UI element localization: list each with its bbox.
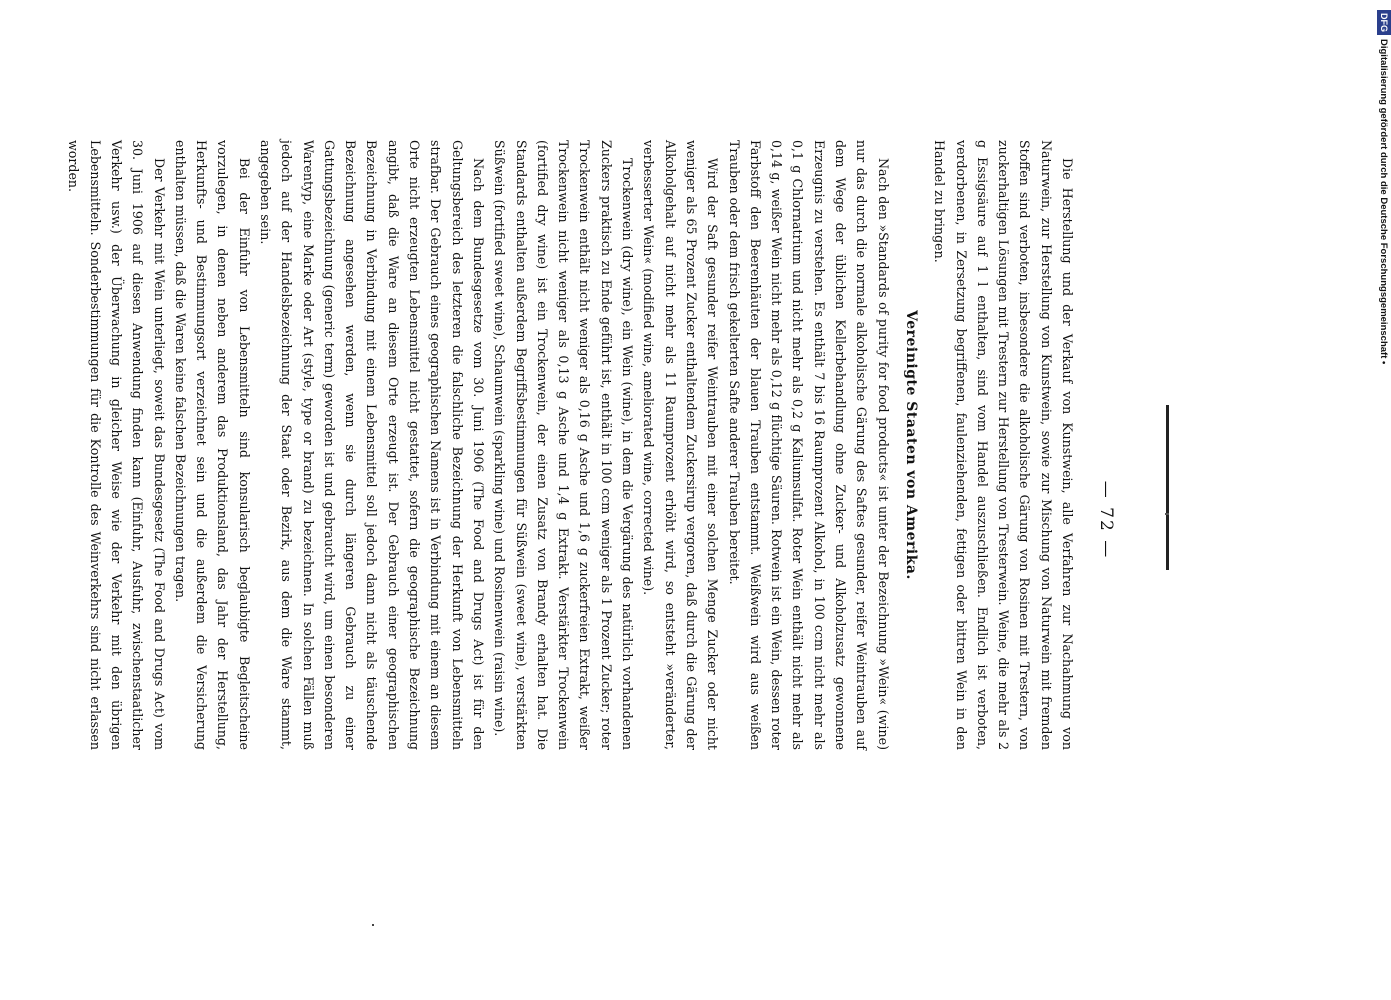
- sidebar-credit: [1363, 8, 1391, 998]
- gutter-rule: [1166, 405, 1169, 570]
- gutter-tick: [1165, 513, 1169, 515]
- paragraph: Nach den »Standards of purity for food products« ist unter der Bezeichnung »Wein« (wine) nur das durch die normale alkoholische Gärung des Saftes gesunder, reifer Weintrauben auf dem Wege der üblichen Kellerbehandlung ohne Zucker- und Alkoholzusatz gewonnene Erzeugnis zu verstehen. Es enthält 7 bis 16 Raumprozent Alkohol, in 100 ccm nicht mehr als 0,1 g Chlornatrium und nicht mehr als 0,2 g Kaliumsulfat. Roter Wein enthält nicht mehr als 0,14 g, weißer Wein nicht mehr als 0,12 g flüchtige Säuren. Rotwein ist ein Wein, dessen roter Farbstoff den Beerenhäuten der blauen Trauben entstammt. Weißwein wird aus weißen Trauben oder dem frisch gekelterten Safte anderer Trauben bereitet.: [726, 140, 891, 750]
- section-heading: Vereinigte Staaten von Amerika.: [902, 310, 919, 580]
- speck: [372, 924, 374, 926]
- paragraph-intro: Die Herstellung und der Verkauf von Kunstwein, alle Verfahren zur Nachahmung von Naturwein, zur Herstellung von Kunstwein, sowie zur Mischung von Naturwein mit fremden Stoffen sind verboten, insbesondere die alkoholische Gärung von Rosinen mit Trestern, von zuckerhaltigen Lösungen mit Trestern zur Herstellung von Tresterwein. Weine, die mehr als 2 g Essigsäure auf 1 l enthalten, sind vom Handel auszuschließen. Endlich ist verboten, verdorbenen, in Zersetzung begriffenen, faulenziehenden, fettigen oder bittren Wein in den Handel zu bringen.: [932, 140, 1075, 750]
- rotated-page: [66, 140, 1118, 900]
- dfg-logo: DFG: [1377, 10, 1391, 35]
- paragraph: Nach dem Bundesgesetze vom 30. Juni 1906 (The Food and Drugs Act) ist für den Geltungsbereich des letzteren die falschliche Bezeichnung der Herkunft von Lebensmitteln strafbar. Der Gebrauch eines geographischen Namens ist in Verbindung mit einem an diesem Orte nicht erzeugten Lebensmittel nicht gestattet, sofern die geographische Bezeichnung angibt, daß die Ware an diesem Orte erzeugt ist. Der Gebrauch einer geographischen Bezeichnung in Verbindung mit einem Lebensmittel soll jedoch dann nicht als täuschende Bezeichnung angesehen werden, wenn sie durch längeren Gebrauch zu einer Gattungsbezeichnung (generic term) geworden ist und gebraucht wird, um einen besonderen Warentyp, eine Marke oder Art (style, type or brand) zu bezeichnen. In solchen Fällen muß jedoch auf der Handelsbezeichnung der Staat oder Bezirk, aus dem die Ware stammt, angegeben sein.: [258, 140, 486, 750]
- page-body: [63, 140, 1078, 750]
- paragraph: Wird der Saft gesunder reifer Weintrauben mit einer solchen Menge Zucker oder nicht weniger als 65 Prozent Zucker enthaltendem Zuckersirup vergoren, daß durch die Gärung der Alkoholgehalt auf nicht mehr als 11 Raumprozent erhöht wird, so entsteht »veränderter, verbesserter Wein« (modified wine, ameliorated wine, corrected wine).: [641, 140, 721, 750]
- credit-text: Digitalisierung gefördert durch die Deutsche Forschungsgemeinschaft •: [1378, 39, 1389, 365]
- paragraph: Trockenwein (dry wine), ein Wein (wine), in dem die Vergärung des natürlich vorhandenen Zuckers praktisch zu Ende geführt ist, enthält in 100 ccm weniger als 1 Prozent Zucker; roter Trockenwein enthält nicht weniger als 0,16 g Asche und 1,6 g zuckerfreien Extrakt, weißer Trockenwein nicht weniger als 0,13 g Asche und 1,4 g Extrakt. Verstärkter Trockenwein (fortified dry wine) ist ein Trockenwein, der einen Zusatz von Brandy erhalten hat. Die Standards enthalten außerdem Begriffsbestimmungen für Süßwein (sweet wine), verstärkten Süßwein (fortified sweet wine), Schaumwein (sparkling wine) und Rosinenwein (raisin wine).: [492, 140, 636, 750]
- paragraph: Der Verkehr mit Wein unterliegt, soweit das Bundesgesetz (The Food and Drugs Act) vom 30. Juni 1906 auf diesen Anwendung finden kann (Einfuhr, Ausfuhr, zwischenstaatlicher Verkehr usw.) der Überwachung in gleicher Weise wie der Verkehr mit den übrigen Lebensmitteln. Sonderbestimmungen für die Kontrolle des Weinverkehrs sind nicht erlassen worden.: [66, 140, 167, 750]
- page-number: — 72 —: [1096, 480, 1116, 560]
- paragraph: Bei der Einfuhr von Lebensmitteln sind konsularisch beglaubigte Begleitscheine vorzulegen, in denen neben anderem das Produktionsland, das Jahr der Herstellung, Herkunfts- und Bestimmungsort verzeichnet sein und die außerdem die Versicherung enthalten müssen, daß die Waren keine falschen Bezeichnungen tragen.: [172, 140, 252, 750]
